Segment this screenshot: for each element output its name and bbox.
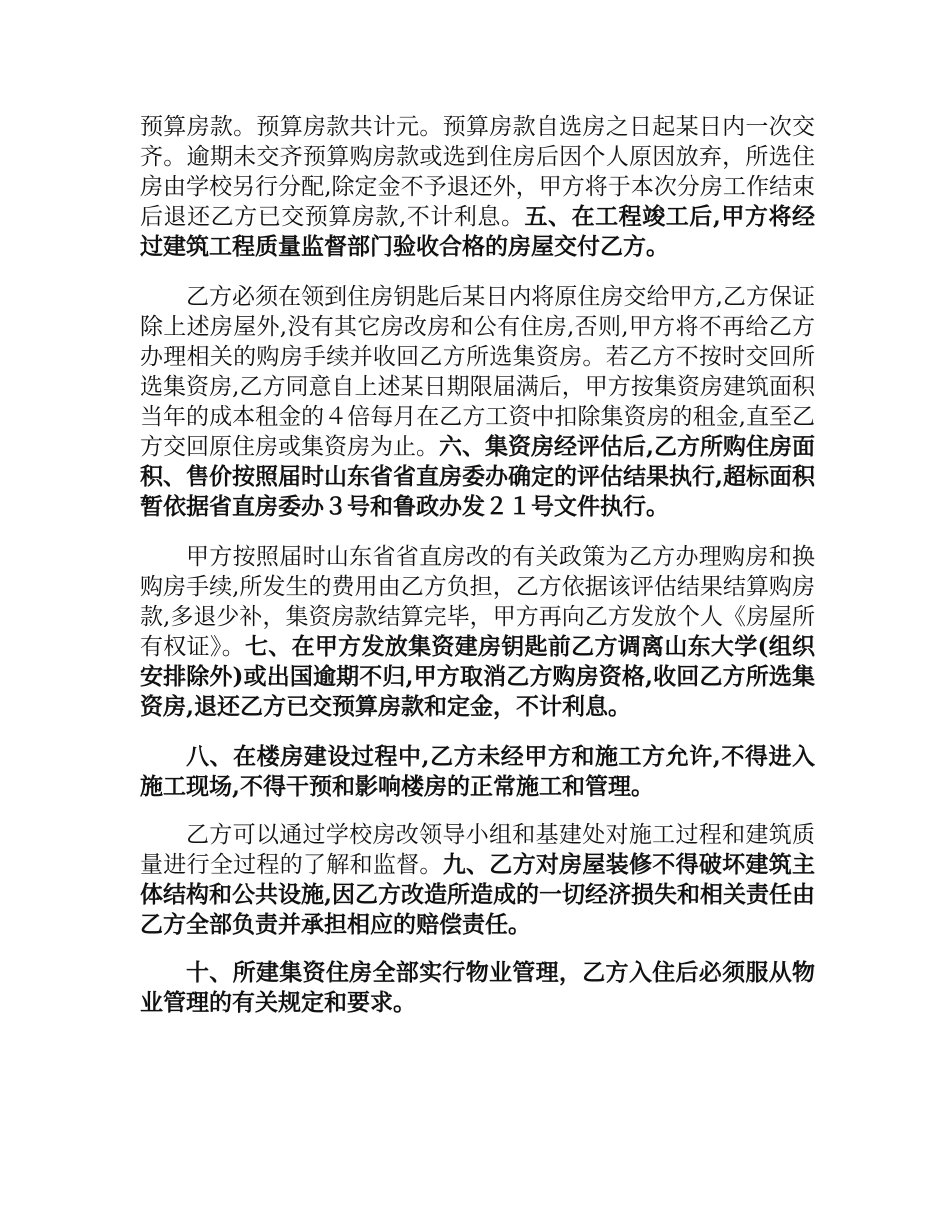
clause-10-text: 十、所建集资住房全部实行物业管理，乙方入住后必须服从物业管理的有关规定和要求。: [140, 959, 815, 1016]
paragraph-text: 甲方按照届时山东省省直房改的有关政策为乙方办理购房和换购房手续,所发生的费用由乙方负担，乙方依据该评估结果结算购房款,多退少补，集资房款结算完毕，甲方再向乙方发放个人《房屋所有权证》。: [140, 544, 815, 660]
paragraph-clause-8: [140, 742, 815, 802]
clause-8-text: 八、在楼房建设过程中,乙方未经甲方和施工方允许,不得进入施工现场,不得干预和影响楼房的正常施工和管理。: [140, 743, 815, 800]
paragraph-budget-payment: [140, 112, 815, 262]
clause-6-text: 六、集资房经评估后,乙方所购住房面积、售价按照届时山东省省直房委办确定的评估结果执行,超标面积暂依据省直房委办３号和鲁政办发２１号文件执行。: [140, 433, 816, 520]
paragraph-text: 乙方必须在领到住房钥匙后某日内将原住房交给甲方,乙方保证除上述房屋外,没有其它房改房和公有住房,否则,甲方将不再给乙方办理相关的购房手续并收回乙方所选集资房。若乙方不按时交回所选集资房,乙方同意自上述某日期限届满后，甲方按集资房建筑面积当年的成本租金的４倍每月在乙方工资中扣除集资房的租金,直至乙方交回原住房或集资房为止。: [140, 284, 815, 460]
paragraph-text: 预算房款。预算房款共计元。预算房款自选房之日起某日内一次交齐。逾期未交齐预算购房款或选到住房后因个人原因放弃，所选住房由学校另行分配,除定金不予退还外，甲方将于本次分房工作结束后退还乙方已交预算房款,不计利息。: [140, 114, 815, 230]
paragraph-supervision: [140, 820, 815, 940]
clause-5-text: 五、在工程竣工后,甲方将经过建筑工程质量监督部门验收合格的房屋交付乙方。: [140, 203, 815, 260]
paragraph-clause-10: [140, 958, 815, 1018]
paragraph-text: 乙方可以通过学校房改领导小组和基建处对施工过程和建筑质量进行全过程的了解和监督。: [140, 822, 815, 878]
paragraph-purchase-procedures: [140, 542, 815, 722]
document-page: [140, 112, 815, 1038]
clause-9-text: 九、乙方对房屋装修不得破坏建筑主体结构和公共设施,因乙方改造所造成的一切经济损失和相关责任由乙方全部负责并承担相应的赔偿责任。: [140, 851, 816, 938]
clause-7-text: 七、在甲方发放集资建房钥匙前乙方调离山东大学(组织安排除外)或出国逾期不归,甲方取消乙方购房资格,收回乙方所选集资房,退还乙方已交预算房款和定金，不计利息。: [140, 633, 815, 720]
paragraph-key-handover: [140, 282, 815, 522]
